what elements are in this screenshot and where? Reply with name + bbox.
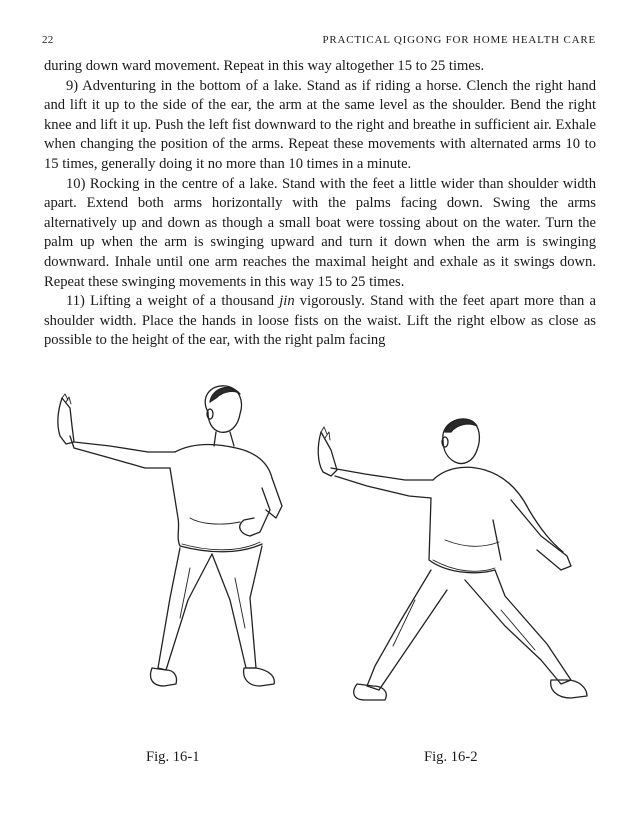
figure-16-1-caption: Fig. 16-1 (146, 749, 200, 765)
paragraph-step-11 (44, 292, 596, 351)
figure-16-2-drawing (305, 410, 590, 780)
paragraph-step-11-lead: 11) Lifting a weight of a thousand (66, 293, 280, 310)
paragraph-step-10: 10) Rocking in the centre of a lake. Stand with the feet a little wider than shoulder width apart. Extend both arms horizontally with the palms facing down. Swing the arms alternatively up and down as though a small boat were tossing about on the water. Turn the palm up when the arm is swinging upward and turn it down when the arm is swinging downward. Inhale until one arm reaches the maximal height and exhale as it swings down. Repeat these swinging movements in this way 15 to 25 times. (44, 175, 596, 290)
body-text (44, 57, 596, 351)
paragraph-step-11-italic: jin (279, 293, 295, 310)
running-head: PRACTICAL QIGONG FOR HOME HEALTH CARE (322, 34, 596, 46)
figure-16-2-caption: Fig. 16-2 (424, 749, 478, 765)
page-number: 22 (42, 34, 54, 46)
paragraph-continuation: during down ward movement. Repeat in this way altogether 15 to 25 times. (44, 58, 485, 74)
page-header (42, 34, 596, 48)
figure-16-1-drawing (40, 368, 295, 738)
paragraph-step-11-rest: vigorously. Stand with the feet apart more than a shoulder width. Place the hands in loose fists on the waist. Lift the right elbow as close as possible to the height of the ear, with the right palm facing (44, 293, 596, 349)
figure-16-1-illustration (40, 368, 295, 738)
figure-16-2-illustration (305, 410, 590, 780)
paragraph-step-9: 9) Adventuring in the bottom of a lake. Stand as if riding a horse. Clench the right hand and lift it up to the side of the ear, the arm at the same level as the shoulder. Bend the right knee and lift it up. Push the left fist downward to the right and breathe in sufficient air. Exhale when changing the position of the arms. Repeat these movements with alternated arms 10 to 15 times, generally doing it no more than 10 times in a minute. (44, 77, 596, 172)
